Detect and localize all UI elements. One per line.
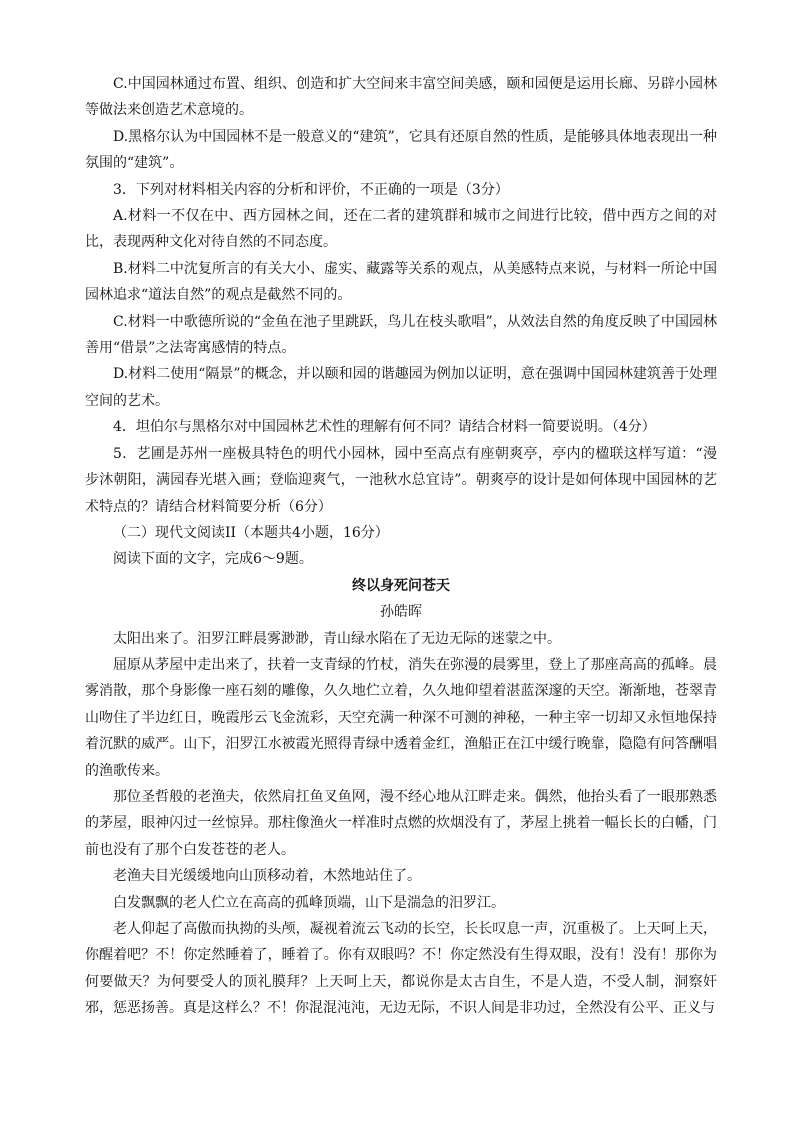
option-d-text: D.黑格尔认为中国园林不是一般意义的“建筑”，它具有还原自然的性质，是能够具体地表现出一种氛围的“建筑”。 [85,128,717,172]
story-paragraph: 太阳出来了。汨罗江畔晨雾渺渺，青山绿水陷在了无边无际的迷蒙之中。 [113,630,561,647]
question-4: 4．坦伯尔与黑格尔对中国园林艺术性的理解有何不同？请结合材料一简要说明。（4分） [113,419,656,436]
story-title: 终以身死问苍天 [352,577,450,594]
reading-instruction: 阅读下面的文字，完成6～9题。 [113,551,313,568]
question-3-option-d: D.材料二使用“隔景”的概念，并以颐和园的谐趣园为例加以证明，意在强调中国园林建筑善于处理空间的艺术。 [85,366,717,409]
option-c-text: C.中国园林通过布置、组织、创造和扩大空间来丰富空间美感，颐和园便是运用长廊、另辟小园林等做法来创造艺术意境的。 [85,76,717,119]
story-paragraph: 那位圣哲般的老渔夫，依然肩扛鱼叉鱼网，漫不经心地从江畔走来。偶然，他抬头看了一眼那熟悉的茅屋，眼神闪过一丝惊异。那柱像渔火一样准时点燃的炊烟没有了，茅屋上挑着一幅长长的白幡，门前也没有了那个白发苍苍的老人。 [85,788,717,858]
story-author: 孙皓晖 [380,604,422,621]
question-5: 5．艺圃是苏州一座极具特色的明代小园林，园中至高点有座朝爽亭，亭内的楹联这样写道：“漫步沐朝阳，满园春光堪入画；登临迎爽气，一池秋水总宜诗”。朝爽亭的设计是如何体现中国园林的艺术特点的？请结合材料简要分析（6分） [85,445,717,515]
story-paragraph: 白发飘飘的老人伫立在高高的孤峰顶端，山下是湍急的汨罗江。 [113,894,505,911]
story-paragraph: 屈原从茅屋中走出来了，扶着一支青绿的竹杖，消失在弥漫的晨雾里，登上了那座高高的孤峰。晨雾消散，那个身影像一座石刻的雕像，久久地伫立着，久久地仰望着湛蓝深邃的天空。渐渐地，苍翠青山吻住了半边红日，晚霞彤云飞金流彩，天空充满一种深不可测的神秘，一种主宰一切却又永恒地保持着沉默的威严。山下，汨罗江水被霞光照得青绿中透着金红，渔船正在江中缓行晚靠，隐隐有问答酬唱的渔歌传来。 [85,656,717,779]
question-3-option-b: B.材料二中沈复所言的有关大小、虚实、藏露等关系的观点，从美感特点来说，与材料一所论中国园林追求“道法自然”的观点是截然不同的。 [85,260,717,304]
question-3-option-c: C.材料一中歌德所说的“金鱼在池子里跳跃，鸟儿在枝头歌唱”，从效法自然的角度反映了中国园林善用“借景”之法寄寓感情的特点。 [85,313,717,357]
document-body [85,71,717,1022]
story-paragraph: 老渔夫目光缓缓地向山顶移动着，木然地站住了。 [113,868,421,885]
story-paragraph: 老人仰起了高傲而执拗的头颅，凝视着流云飞动的长空，长长叹息一声，沉重极了。上天呵上天，你醒着吧？不！你定然睡着了，睡着了。你有双眼吗？不！你定然没有生得双眼，没有！没有！那你为何要做天？为何要受人的顶礼膜拜？上天呵上天，都说你是太古自生，不是人造，不受人制，洞察奸邪，惩恶扬善。真是这样么？不！你混混沌沌，无边无际，不识人间是非功过，全然没有公平、正义与 [85,921,717,1017]
question-3: 3．下列对材料相关内容的分析和评价，不正确的一项是（3分） [113,181,509,198]
section-heading: （二）现代文阅读II（本题共4小题，16分） [113,524,389,541]
question-3-option-a: A.材料一不仅在中、西方园林之间，还在二者的建筑群和城市之间进行比较，借中西方之间的对比，表现两种文化对待自然的不同态度。 [85,208,717,251]
